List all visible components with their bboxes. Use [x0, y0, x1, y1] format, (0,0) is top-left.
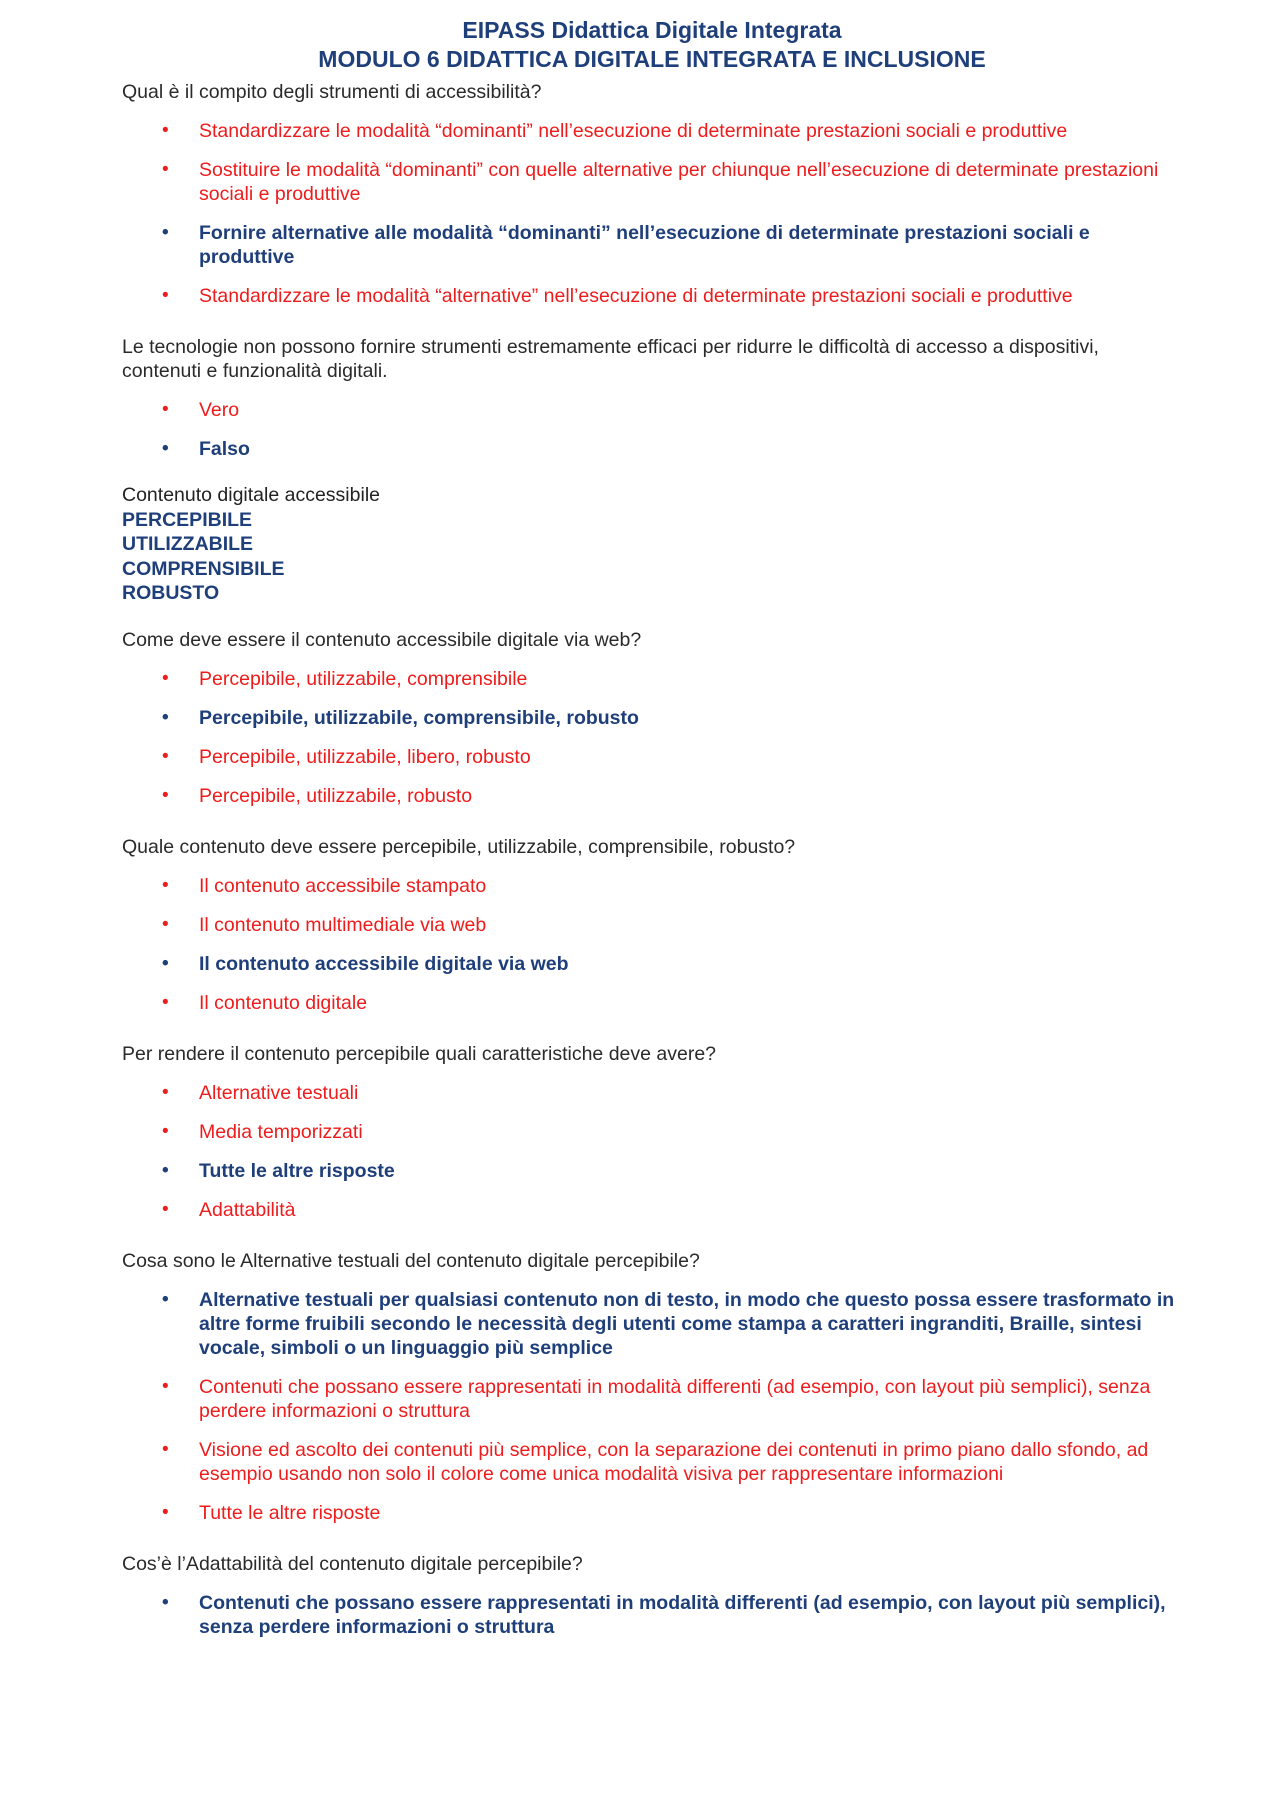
bullet-icon: •: [162, 1438, 169, 1460]
answer-text: Il contenuto accessibile digitale via web: [199, 952, 569, 975]
bullet-icon: •: [162, 913, 169, 935]
info-block: [122, 483, 1182, 606]
bullet-icon: •: [162, 159, 169, 180]
answer-text: Fornire alternative alle modalità “dominanti” nell’esecuzione di determinate prestazioni sociali e produttive: [199, 222, 1090, 268]
question-group-2: [122, 628, 1182, 1639]
answer-option: [122, 784, 1182, 808]
answer-text: Percepibile, utilizzabile, robusto: [199, 784, 473, 807]
bullet-icon: •: [162, 1288, 169, 1310]
bullet-icon: •: [162, 745, 169, 767]
question-text: Cosa sono le Alternative testuali del contenuto digitale percepibile?: [122, 1249, 700, 1272]
keyword-utilizzabile: UTILIZZABILE: [122, 533, 254, 555]
answer-list: [122, 119, 1182, 308]
bullet-icon: •: [162, 399, 169, 420]
bullet-icon: •: [162, 1501, 169, 1523]
answer-text: Percepibile, utilizzabile, comprensibile: [199, 667, 528, 690]
answer-text: Visione ed ascolto dei contenuti più semplice, con la separazione dei contenuti in primo piano dallo sfondo, ad esempio usando non solo il colore come unica modalità visiva per rappresentare informazioni: [199, 1438, 1149, 1485]
answer-list: [122, 398, 1182, 461]
question-text: Cos’è l’Adattabilità del contenuto digitale percepibile?: [122, 1552, 583, 1575]
answer-option-correct: [122, 221, 1182, 269]
answer-option: [122, 1081, 1182, 1105]
answer-option: [122, 745, 1182, 769]
answer-list: [122, 667, 1182, 808]
answer-option: [122, 119, 1182, 143]
bullet-icon: •: [162, 991, 169, 1013]
keyword-robusto: ROBUSTO: [122, 582, 220, 604]
answer-option-correct: [122, 706, 1182, 730]
info-title: Contenuto digitale accessibile: [122, 484, 380, 506]
answer-text: Vero: [199, 399, 240, 421]
keyword-percepibile: PERCEPIBILE: [122, 508, 253, 531]
answer-option: [122, 1375, 1182, 1423]
bullet-icon: •: [162, 1198, 169, 1220]
answer-text: Tutte le altre risposte: [199, 1159, 395, 1182]
answer-text: Sostituire le modalità “dominanti” con quelle alternative per chiunque nell’esecuzione di determinate prestazioni sociali e produttive: [199, 159, 1159, 205]
answer-option: [122, 991, 1182, 1015]
bullet-icon: •: [162, 874, 169, 896]
answer-text: Alternative testuali per qualsiasi contenuto non di testo, in modo che questo possa essere trasformato in altre forme fruibili secondo le necessità degli utenti come stampa a caratteri ingranditi, Braille, sintesi vocale, simboli o un linguaggio più semplice: [199, 1288, 1175, 1359]
answer-option: [122, 1438, 1182, 1486]
answer-list: [122, 1288, 1182, 1525]
bullet-icon: •: [162, 1375, 169, 1397]
bullet-icon: •: [162, 1591, 169, 1613]
answer-option-correct: [122, 1288, 1182, 1360]
document-page: [122, 16, 1182, 1639]
answer-text: Contenuti che possano essere rappresentati in modalità differenti (ad esempio, con layout più semplici), senza perdere informazioni o struttura: [199, 1375, 1151, 1422]
answer-text: Adattabilità: [199, 1198, 296, 1221]
answer-text: Percepibile, utilizzabile, libero, robusto: [199, 745, 531, 768]
document-header: [122, 16, 1182, 74]
question-text: Le tecnologie non possono fornire strumenti estremamente efficaci per ridurre le difficoltà di accesso a dispositivi, contenuti e funzionalità digitali.: [122, 336, 1099, 382]
bullet-icon: •: [162, 784, 169, 806]
answer-option: [122, 1198, 1182, 1222]
question-text: Quale contenuto deve essere percepibile, utilizzabile, comprensibile, robusto?: [122, 835, 796, 858]
answer-text: Falso: [199, 438, 250, 460]
answer-text: Alternative testuali: [199, 1081, 359, 1104]
answer-option-correct: [122, 1591, 1182, 1639]
answer-text: Il contenuto multimediale via web: [199, 913, 487, 936]
answer-option: [122, 158, 1182, 206]
bullet-icon: •: [162, 222, 169, 243]
bullet-icon: •: [162, 1159, 169, 1181]
header-title: EIPASS Didattica Digitale Integrata: [462, 17, 842, 43]
answer-option: [122, 284, 1182, 308]
question-group-1: [122, 80, 1182, 461]
answer-option-correct: [122, 437, 1182, 461]
bullet-icon: •: [162, 952, 169, 974]
question-text: Per rendere il contenuto percepibile quali caratteristiche deve avere?: [122, 1042, 717, 1065]
answer-option-correct: [122, 1159, 1182, 1183]
question-text: Come deve essere il contenuto accessibile digitale via web?: [122, 628, 642, 651]
answer-list: [122, 874, 1182, 1015]
bullet-icon: •: [162, 120, 169, 141]
bullet-icon: •: [162, 706, 169, 728]
answer-option: [122, 1501, 1182, 1525]
bullet-icon: •: [162, 285, 169, 306]
answer-list: [122, 1081, 1182, 1222]
answer-text: Tutte le altre risposte: [199, 1501, 381, 1524]
bullet-icon: •: [162, 1081, 169, 1103]
answer-text: Il contenuto accessibile stampato: [199, 874, 487, 897]
header-subtitle: MODULO 6 DIDATTICA DIGITALE INTEGRATA E INCLUSIONE: [318, 46, 986, 72]
bullet-icon: •: [162, 667, 169, 689]
answer-option: [122, 1120, 1182, 1144]
answer-text: Standardizzare le modalità “alternative” nell’esecuzione di determinate prestazioni sociali e produttive: [199, 285, 1073, 307]
bullet-icon: •: [162, 1120, 169, 1142]
answer-text: Media temporizzati: [199, 1120, 363, 1143]
answer-list: [122, 1591, 1182, 1639]
answer-option: [122, 874, 1182, 898]
answer-text: Standardizzare le modalità “dominanti” nell’esecuzione di determinate prestazioni sociali e produttive: [199, 120, 1068, 142]
answer-text: Contenuti che possano essere rappresentati in modalità differenti (ad esempio, con layout più semplici), senza perdere informazioni o struttura: [199, 1591, 1166, 1638]
bullet-icon: •: [162, 438, 169, 459]
answer-option: [122, 913, 1182, 937]
answer-option-correct: [122, 952, 1182, 976]
answer-option: [122, 667, 1182, 691]
keyword-comprensibile: COMPRENSIBILE: [122, 557, 285, 580]
answer-text: Percepibile, utilizzabile, comprensibile, robusto: [199, 706, 639, 729]
answer-option: [122, 398, 1182, 422]
question-text: Qual è il compito degli strumenti di accessibilità?: [122, 81, 542, 103]
answer-text: Il contenuto digitale: [199, 991, 368, 1014]
